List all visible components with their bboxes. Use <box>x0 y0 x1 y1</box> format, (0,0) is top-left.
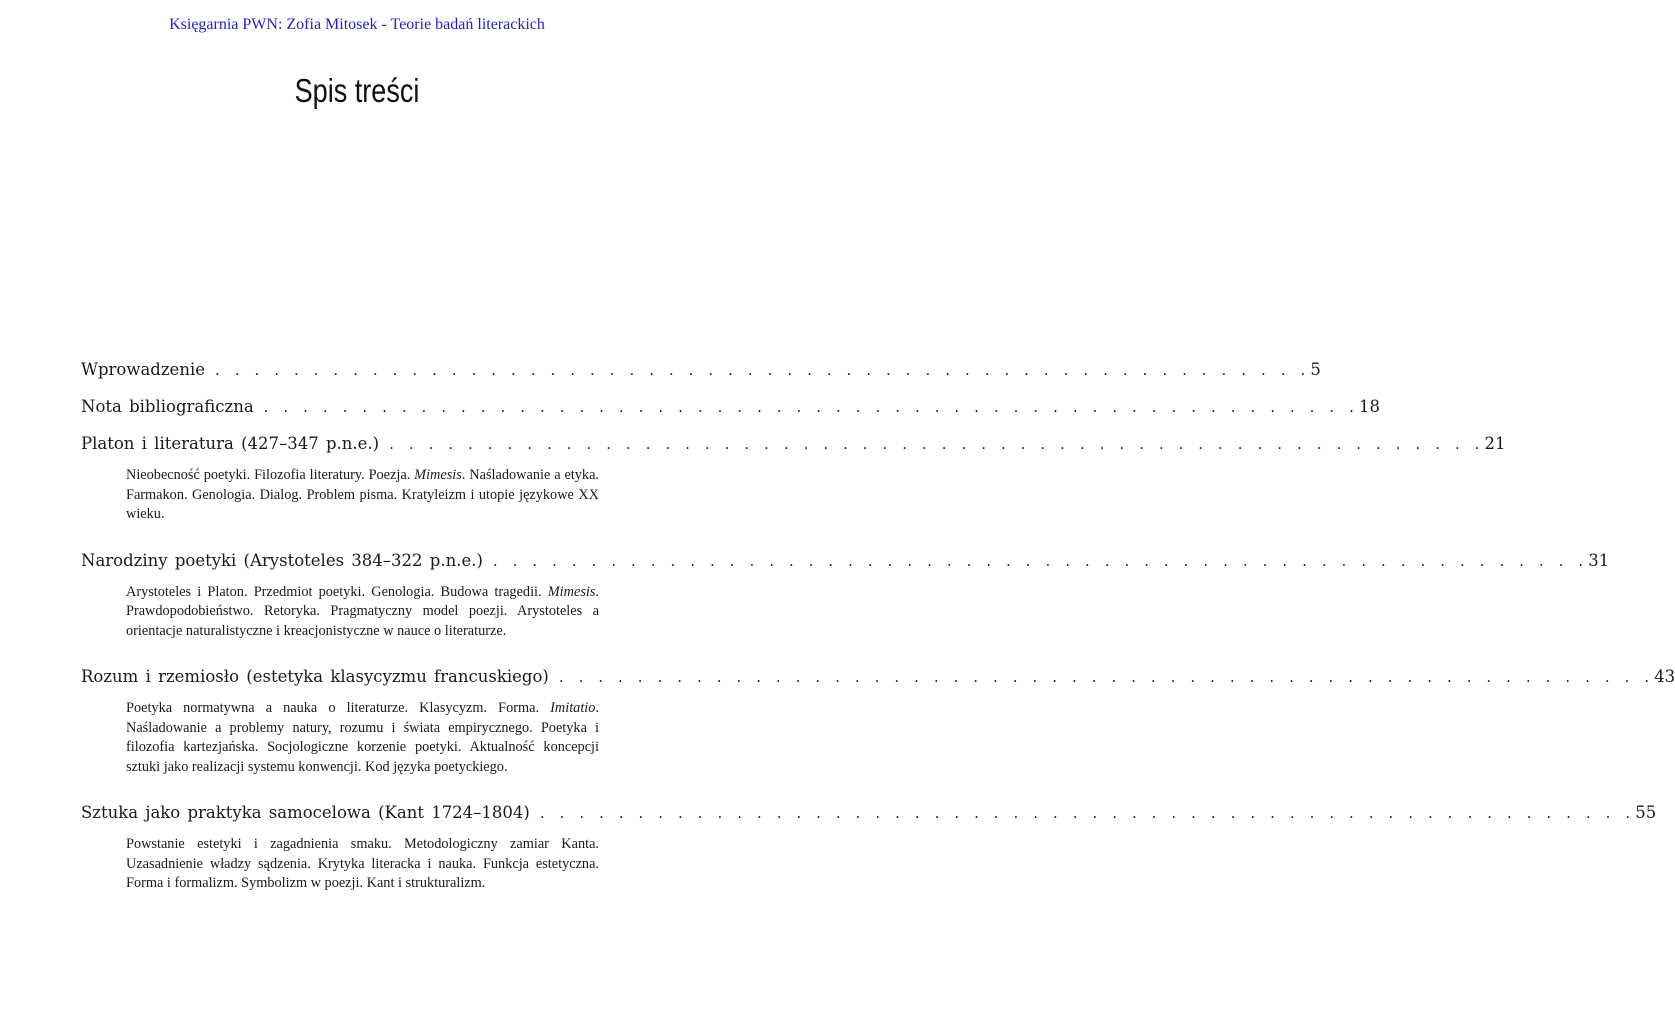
toc-entry-description: Arystoteles i Platon. Przedmiot poetyki. Genologia. Budowa tragedii. Mimesis. Prawdopodobieństwo. Retoryka. Pragmatyczny model poezji. Arystoteles a orientacje naturalistyczne i kreacjonistyczne w nauce o literaturze. <box>126 583 599 639</box>
toc-entry <box>81 358 1321 382</box>
toc-entry-title: Sztuka jako praktyka samocelowa (Kant 1724–1804) <box>81 803 530 822</box>
toc-entry-page: 5 <box>1310 360 1321 379</box>
toc-leader-dots: . . . . . . . . . . . . . . . . . . . . . . . . . . . . . . . . . . . . . . . . . . . . . . . . . . . . . . . . <box>215 361 1311 379</box>
toc-entry-title: Platon i literatura (427–347 p.n.e.) <box>81 434 380 453</box>
toc-entry <box>81 395 1381 419</box>
page-title: Spis treści <box>294 72 420 109</box>
toc-entry-page: 18 <box>1359 397 1381 416</box>
toc-entry-title: Nota bibliograficzna <box>81 397 254 416</box>
toc-entry-description: Nieobecność poetyki. Filozofia literatury. Poezja. Mimesis. Naśladowanie a etyka. Farmakon. Genologia. Dialog. Problem pisma. Kratyleizm i utopie językowe XX wieku. <box>126 467 599 522</box>
toc-leader-dots: . . . . . . . . . . . . . . . . . . . . . . . . . . . . . . . . . . . . . . . . . . . . . . . . . . . . . . . . <box>539 804 1636 822</box>
toc-leader-dots: . . . . . . . . . . . . . . . . . . . . . . . . . . . . . . . . . . . . . . . . . . . . . . . . . . . . . . . . <box>492 551 1589 570</box>
running-header: Księgarnia PWN: Zofia Mitosek - Teorie badań literackich <box>169 16 545 33</box>
toc-entry <box>81 549 1610 642</box>
toc-entry-page: 21 <box>1484 434 1506 453</box>
table-of-contents <box>81 358 1675 894</box>
toc-entry <box>81 801 1657 894</box>
toc-entry-page: 31 <box>1588 550 1610 570</box>
toc-entry-description: Poetyka normatywna a nauka o literaturze. Klasycyzm. Forma. Imitatio. Naśladowanie a problemy natury, rozumu i świata empirycznego. Poetyka i filozofia kartezjańska. Socjologiczne korzenie poetyki. Aktualność koncepcji sztuki jako realizacji systemu konwencji. Kod języka poetyckiego. <box>126 700 599 775</box>
toc-leader-dots: . . . . . . . . . . . . . . . . . . . . . . . . . . . . . . . . . . . . . . . . . . . . . . . . . . . . . . . . <box>389 435 1485 453</box>
toc-entry-page: 43 <box>1654 667 1675 686</box>
toc-leader-dots: . . . . . . . . . . . . . . . . . . . . . . . . . . . . . . . . . . . . . . . . . . . . . . . . . . . . . . . . <box>263 398 1360 416</box>
toc-entry <box>81 665 1675 777</box>
toc-leader-dots: . . . . . . . . . . . . . . . . . . . . . . . . . . . . . . . . . . . . . . . . . . . . . . . . . . . . . . . . <box>558 668 1655 686</box>
toc-entry-page: 55 <box>1635 803 1657 822</box>
toc-entry <box>81 432 1506 525</box>
toc-entry-title: Narodziny poetyki (Arystoteles 384–322 p.n.e.) <box>81 550 483 570</box>
toc-entry-title: Rozum i rzemiosło (estetyka klasycyzmu francuskiego) <box>81 667 549 686</box>
toc-entry-title: Wprowadzenie <box>81 360 205 379</box>
toc-entry-description: Powstanie estetyki i zagadnienia smaku. Metodologiczny zamiar Kanta. Uzasadnienie władzy sądzenia. Krytyka literacka i nauka. Funkcja estetyczna. Forma i formalizm. Symbolizm w poezji. Kant i strukturalizm. <box>126 836 599 891</box>
